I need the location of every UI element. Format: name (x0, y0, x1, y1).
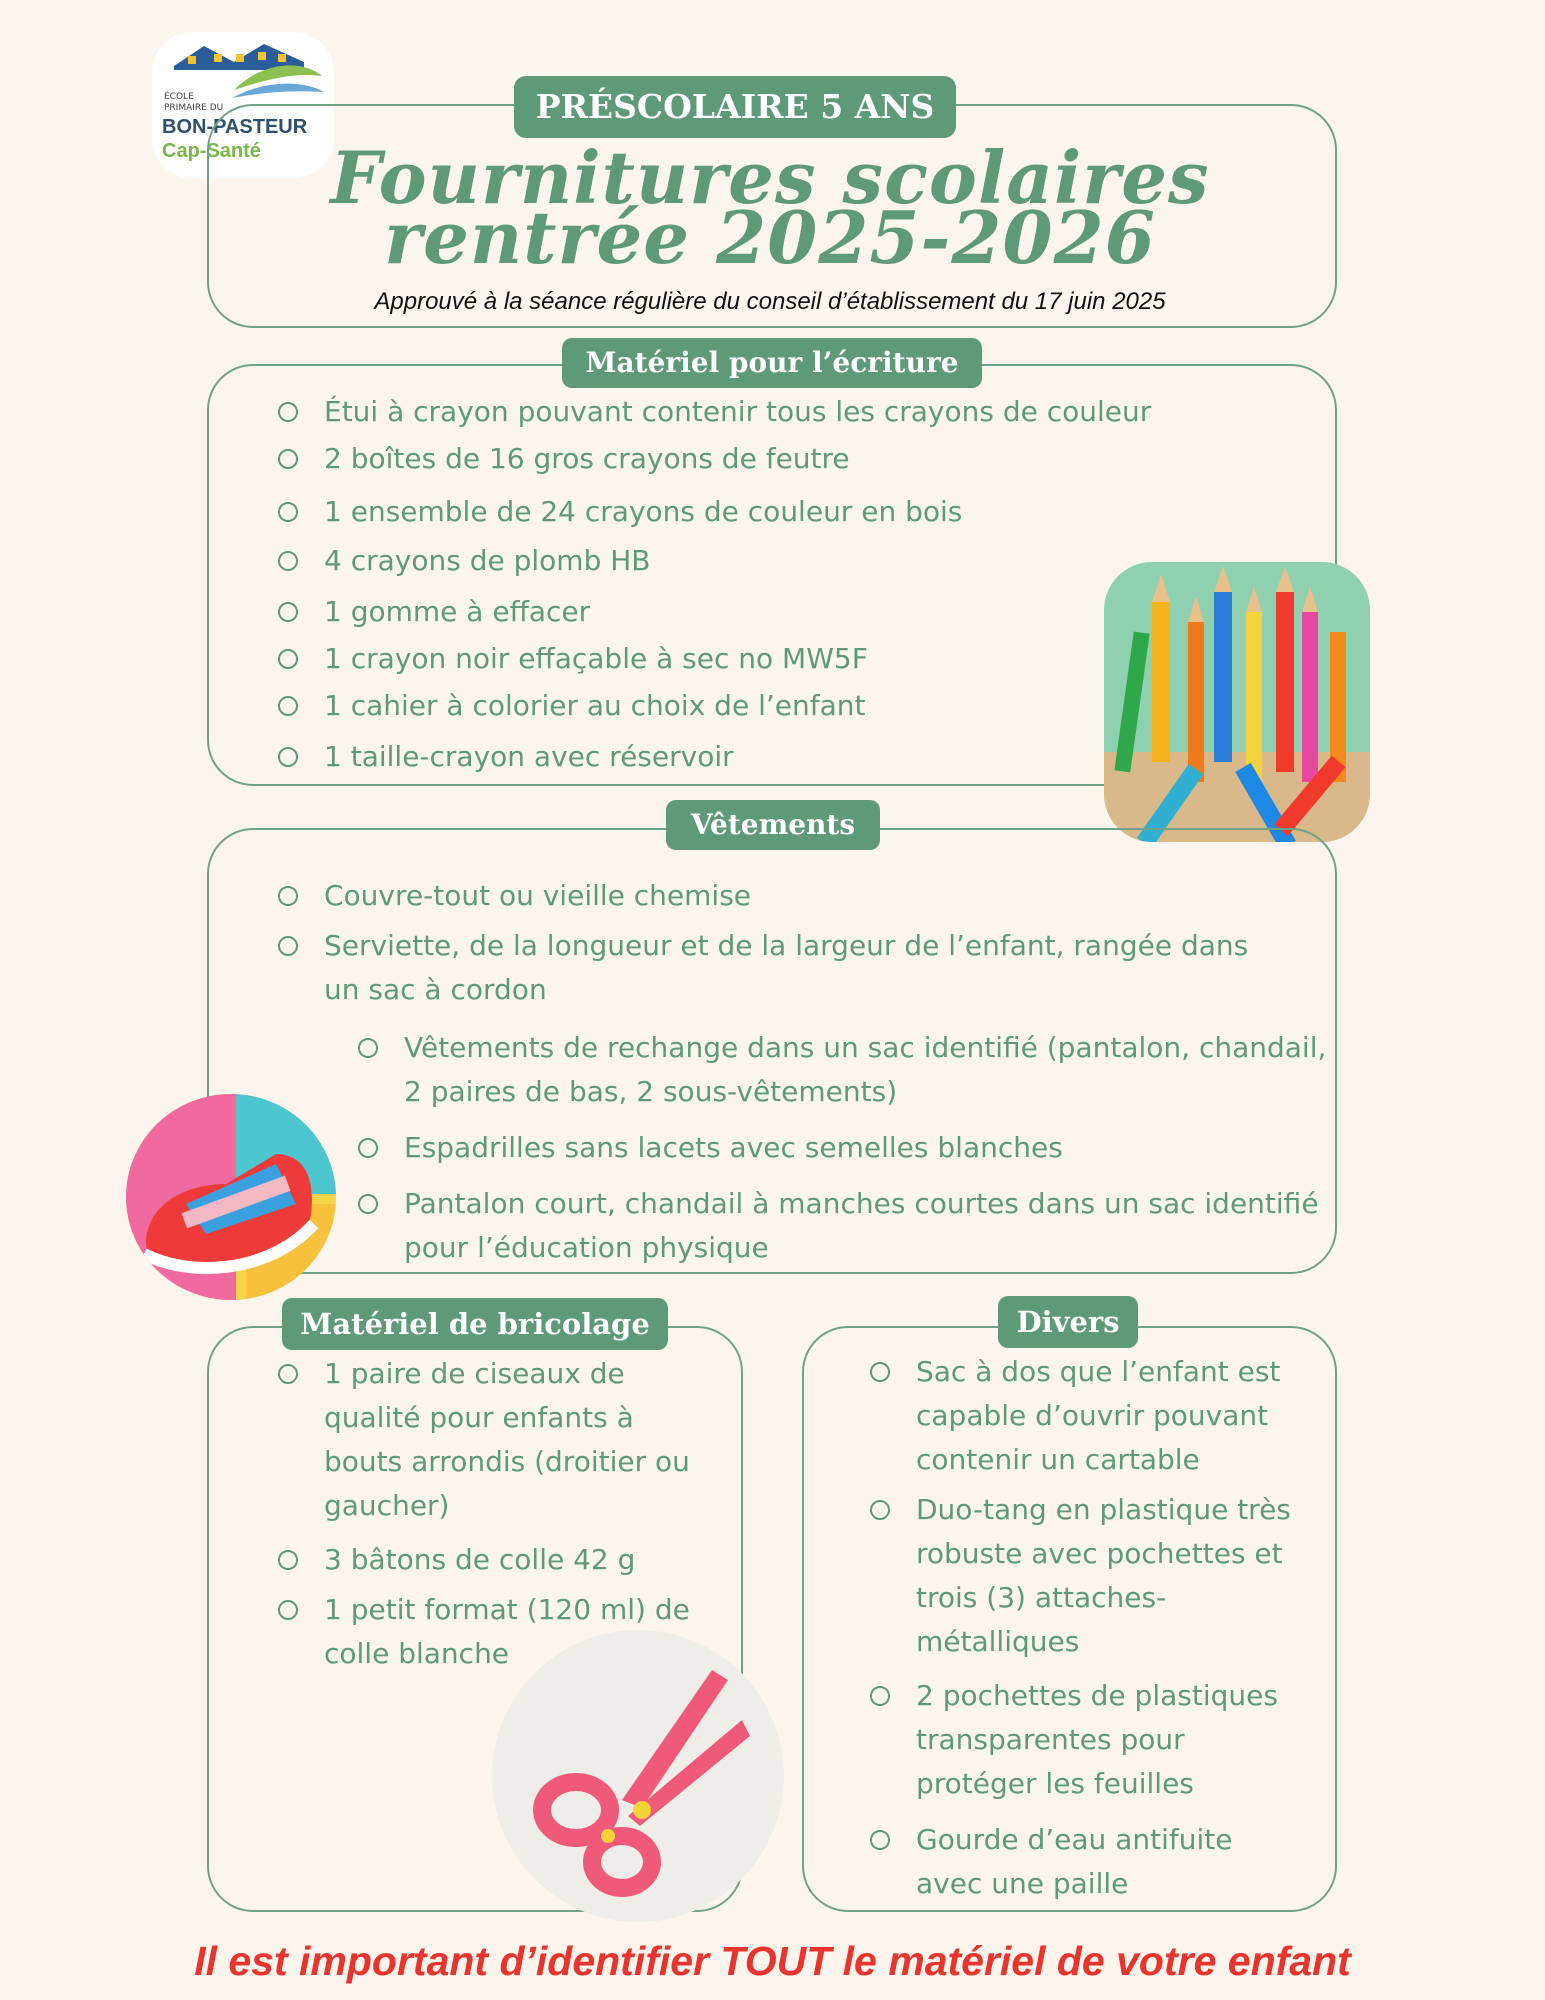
list-item: Gourde d’eau antifuite avec une paille (870, 1818, 1300, 1906)
pencils-icon (1104, 562, 1370, 842)
logo-line1: ÉCOLE (164, 92, 194, 102)
sneaker-icon (126, 1094, 336, 1300)
checkbox-circle-icon[interactable] (278, 1600, 298, 1620)
checkbox-circle-icon[interactable] (278, 1364, 298, 1384)
logo-line3: BON-PASTEUR (162, 116, 308, 138)
misc-heading: Divers (998, 1296, 1138, 1348)
checkbox-circle-icon[interactable] (278, 649, 298, 669)
logo-roof-icon (174, 40, 324, 102)
grade-badge: PRÉSCOLAIRE 5 ANS (514, 76, 956, 138)
checkbox-circle-icon[interactable] (870, 1830, 890, 1850)
clothes-heading: Vêtements (666, 800, 880, 850)
checkbox-circle-icon[interactable] (278, 696, 298, 716)
colored-pencils-image (1104, 562, 1370, 842)
logo-line2: PRIMAIRE DU (164, 103, 224, 113)
checkbox-circle-icon[interactable] (358, 1038, 378, 1058)
misc-list (870, 1350, 1300, 1906)
checkbox-circle-icon[interactable] (278, 449, 298, 469)
approval-subtitle: Approuvé à la séance régulière du conseil d’établissement du 17 juin 2025 (374, 288, 1166, 315)
clothes-sublist (358, 1026, 1328, 1270)
list-item: Pantalon court, chandail à manches courtes dans un sac identifié pour l’éducation physique (358, 1182, 1328, 1270)
list-item: 1 petit format (120 ml) de colle blanche (278, 1588, 698, 1676)
list-item: Duo-tang en plastique très robuste avec pochettes et trois (3) attaches-métalliques (870, 1488, 1300, 1664)
checkbox-circle-icon[interactable] (278, 747, 298, 767)
list-item: Couvre-tout ou vieille chemise (278, 874, 1288, 918)
writing-list (278, 390, 1178, 779)
checkbox-circle-icon[interactable] (278, 602, 298, 622)
list-item: Espadrilles sans lacets avec semelles blanches (358, 1126, 1328, 1170)
checkbox-circle-icon[interactable] (278, 551, 298, 571)
checkbox-circle-icon[interactable] (358, 1194, 378, 1214)
craft-list (278, 1352, 698, 1676)
list-item: 2 boîtes de 16 gros crayons de feutre (278, 437, 1178, 481)
list-item: Vêtements de rechange dans un sac identifié (pantalon, chandail, 2 paires de bas, 2 sous-vêtements) (358, 1026, 1328, 1114)
checkbox-circle-icon[interactable] (870, 1686, 890, 1706)
list-item: 2 pochettes de plastiques transparentes pour protéger les feuilles (870, 1674, 1300, 1806)
list-item: 1 gomme à effacer (278, 590, 1178, 634)
checkbox-circle-icon[interactable] (278, 1550, 298, 1570)
list-item: Étui à crayon pouvant contenir tous les crayons de couleur (278, 390, 1178, 434)
list-item: 1 ensemble de 24 crayons de couleur en bois (278, 490, 1178, 534)
page-title-line1: Fournitures scolaires (330, 135, 1210, 220)
craft-heading: Matériel de bricolage (282, 1298, 668, 1350)
list-item: 1 crayon noir effaçable à sec no MW5F (278, 637, 1178, 681)
list-item: 1 paire de ciseaux de qualité pour enfants à bouts arrondis (droitier ou gaucher) (278, 1352, 698, 1528)
list-item: Serviette, de la longueur et de la largeur de l’enfant, rangée dans un sac à cordon (278, 924, 1288, 1012)
sneaker-image (126, 1094, 336, 1300)
scissors-icon (492, 1630, 784, 1922)
writing-heading: Matériel pour l’écriture (562, 338, 982, 388)
checkbox-circle-icon[interactable] (278, 402, 298, 422)
checkbox-circle-icon[interactable] (870, 1362, 890, 1382)
checkbox-circle-icon[interactable] (278, 502, 298, 522)
list-item: 3 bâtons de colle 42 g (278, 1538, 698, 1582)
checkbox-circle-icon[interactable] (278, 936, 298, 956)
page-title-line2: rentrée 2025-2026 (384, 195, 1156, 280)
checkbox-circle-icon[interactable] (358, 1138, 378, 1158)
clothes-list (278, 874, 1288, 1012)
footer-note: Il est important d’identifier TOUT le matériel de votre enfant (194, 1938, 1351, 1984)
list-item: 1 taille-crayon avec réservoir (278, 735, 1178, 779)
list-item: 1 cahier à colorier au choix de l’enfant (278, 684, 1178, 728)
checkbox-circle-icon[interactable] (278, 886, 298, 906)
list-item: 4 crayons de plomb HB (278, 539, 1178, 583)
list-item: Sac à dos que l’enfant est capable d’ouvrir pouvant contenir un cartable (870, 1350, 1300, 1482)
scissors-image (492, 1630, 784, 1922)
checkbox-circle-icon[interactable] (870, 1500, 890, 1520)
logo-line4: Cap-Santé (162, 140, 261, 162)
